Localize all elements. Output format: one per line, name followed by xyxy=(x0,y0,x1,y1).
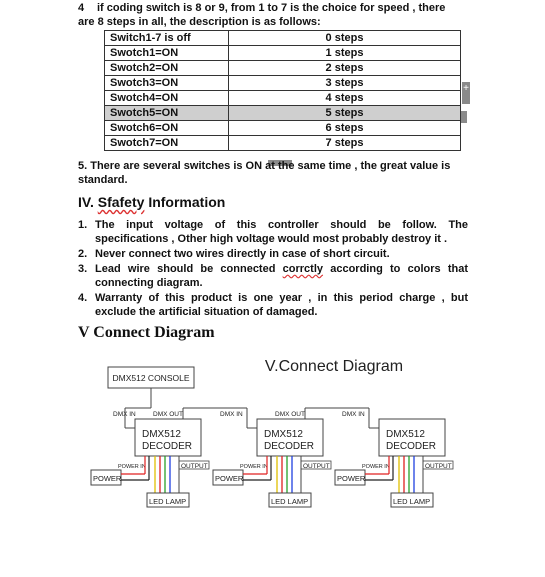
table-row xyxy=(105,31,461,46)
table-row xyxy=(105,106,461,121)
power-in-label: POWER IN xyxy=(118,464,146,470)
safety-item-4 xyxy=(78,291,468,319)
led-lamp-label: LED LAMP xyxy=(271,497,309,506)
dmx-out-label: DMX OUT xyxy=(275,411,305,418)
section-4-misspelled-word: Sfafety xyxy=(97,194,145,210)
misspelled-word: corrctly xyxy=(282,263,324,275)
output-label: OUTPUT xyxy=(181,463,208,470)
output-label: OUTPUT xyxy=(425,463,452,470)
note-5-line-1: 5. There are several switches is ON at the same time , the great value is xyxy=(78,160,451,172)
expand-tab[interactable] xyxy=(462,82,470,104)
steps-cell: 1 steps xyxy=(229,46,461,61)
switch-cell: Switch1-7 is off xyxy=(105,31,229,46)
section-4-title: Information xyxy=(148,194,226,210)
switch-cell: Swotch2=ON xyxy=(105,61,229,76)
safety-item-4-line-1: Warranty of this product is one year , in this period charge , but xyxy=(95,292,468,304)
safety-item-1-line-2: specifications , Other high voltage would most probably destroy it . xyxy=(95,233,448,245)
table-row xyxy=(105,61,461,76)
led-lamp-label: LED LAMP xyxy=(393,497,431,506)
table-row xyxy=(105,46,461,61)
decoder-label-line-2: DECODER xyxy=(264,441,315,452)
switch-cell: Swotch5=ON xyxy=(105,106,229,121)
item-number: 2. xyxy=(78,248,88,260)
power-label: POWER xyxy=(337,474,366,483)
output-label: OUTPUT xyxy=(303,463,330,470)
safety-item-1-line-1: The input voltage of this controller should be follow. The xyxy=(95,219,468,231)
decoder-label-line-2: DECODER xyxy=(142,441,193,452)
table-row xyxy=(105,121,461,136)
connect-diagram xyxy=(0,350,545,520)
switch-cell: Swotch4=ON xyxy=(105,91,229,106)
safety-item-4-line-2: exclude the artificial situation of damaged. xyxy=(95,306,318,318)
steps-cell: 2 steps xyxy=(229,61,461,76)
steps-cell: 0 steps xyxy=(229,31,461,46)
console-label: DMX512 CONSOLE xyxy=(112,373,190,383)
power-label: POWER xyxy=(215,474,244,483)
dmx-in-label: DMX IN xyxy=(342,411,365,418)
section-5-heading: V Connect Diagram xyxy=(78,324,215,341)
switch-cell: Swotch3=ON xyxy=(105,76,229,91)
item-number: 4. xyxy=(78,292,88,304)
steps-cell: 4 steps xyxy=(229,91,461,106)
item-number: 3. xyxy=(78,263,88,275)
steps-cell: 3 steps xyxy=(229,76,461,91)
power-in-label: POWER IN xyxy=(240,464,268,470)
steps-cell: 6 steps xyxy=(229,121,461,136)
intro-line-2: are 8 steps in all, the description is as follows: xyxy=(78,16,321,28)
power-in-label: POWER IN xyxy=(362,464,390,470)
decoder-label-line-1: DMX512 xyxy=(142,429,181,440)
steps-table xyxy=(104,30,461,151)
intro-line-1: if coding switch is 8 or 9, from 1 to 7 is the choice for speed , there xyxy=(97,2,446,14)
decoder-label-line-1: DMX512 xyxy=(264,429,303,440)
intro-number: 4 xyxy=(78,2,85,14)
dmx-in-label: DMX IN xyxy=(113,411,136,418)
diagram-title: V.Connect Diagram xyxy=(264,358,404,375)
item-number: 1. xyxy=(78,219,88,231)
safety-item-1 xyxy=(78,218,468,246)
safety-item-2 xyxy=(78,247,468,261)
table-row xyxy=(105,136,461,151)
safety-item-3 xyxy=(78,262,468,290)
section-4-heading xyxy=(78,194,225,210)
dmx-in-label: DMX IN xyxy=(220,411,243,418)
switch-cell: Swotch6=ON xyxy=(105,121,229,136)
switch-cell: Swotch1=ON xyxy=(105,46,229,61)
plus-icon: + xyxy=(463,83,469,94)
steps-cell: 7 steps xyxy=(229,136,461,151)
table-row xyxy=(105,76,461,91)
row-highlight-tab xyxy=(461,111,467,123)
section-4-numeral: IV. xyxy=(78,194,94,210)
dmx-out-label: DMX OUT xyxy=(153,411,183,418)
safety-item-3-line-2: connecting diagram. xyxy=(95,277,203,289)
decoder-label-line-1: DMX512 xyxy=(386,429,425,440)
switch-cell: Swotch7=ON xyxy=(105,136,229,151)
led-lamp-label: LED LAMP xyxy=(149,497,187,506)
safety-item-3-line-1: Lead wire should be connected corrctly according to colors that xyxy=(95,263,468,275)
decoder-label-line-2: DECODER xyxy=(386,441,437,452)
table-row xyxy=(105,91,461,106)
note-5-line-2: standard. xyxy=(78,174,128,186)
safety-item-2-line-1: Never connect two wires directly in case of short circuit. xyxy=(95,248,390,260)
steps-cell: 5 steps xyxy=(229,106,461,121)
power-label: POWER xyxy=(93,474,122,483)
